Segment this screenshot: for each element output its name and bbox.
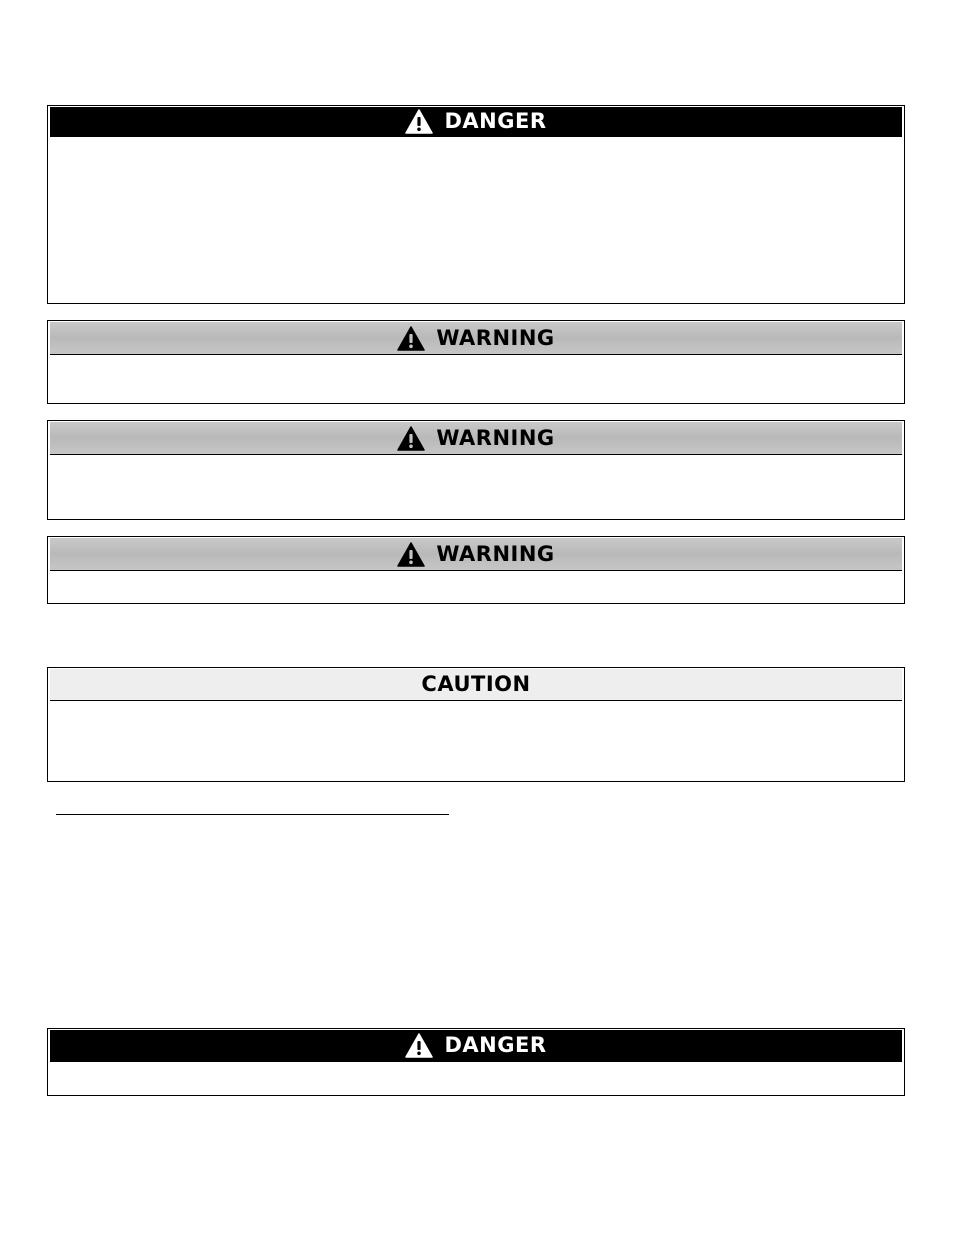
notice-label: DANGER	[444, 1033, 547, 1057]
notice-label: DANGER	[444, 109, 547, 133]
warning-header	[50, 322, 902, 355]
notice-label: WARNING	[436, 425, 555, 450]
warning-triangle-icon	[397, 426, 425, 451]
danger-header	[50, 1030, 902, 1062]
warning-header	[50, 422, 902, 455]
caution-header	[50, 669, 902, 701]
warning-triangle-icon	[405, 1033, 433, 1058]
notice-label: WARNING	[436, 325, 555, 350]
notice-label: CAUTION	[421, 672, 531, 696]
warning-header	[50, 538, 902, 571]
warning-triangle-icon	[397, 326, 425, 351]
danger-header	[50, 107, 902, 137]
notice-label: WARNING	[436, 541, 555, 566]
warning-notice-box	[47, 420, 905, 520]
section-underline	[56, 814, 449, 815]
warning-notice-box	[47, 320, 905, 404]
danger-notice-box	[47, 105, 905, 304]
warning-triangle-icon	[397, 542, 425, 567]
warning-notice-box	[47, 536, 905, 604]
warning-triangle-icon	[405, 109, 433, 134]
danger-notice-box	[47, 1028, 905, 1096]
caution-notice-box	[47, 667, 905, 782]
